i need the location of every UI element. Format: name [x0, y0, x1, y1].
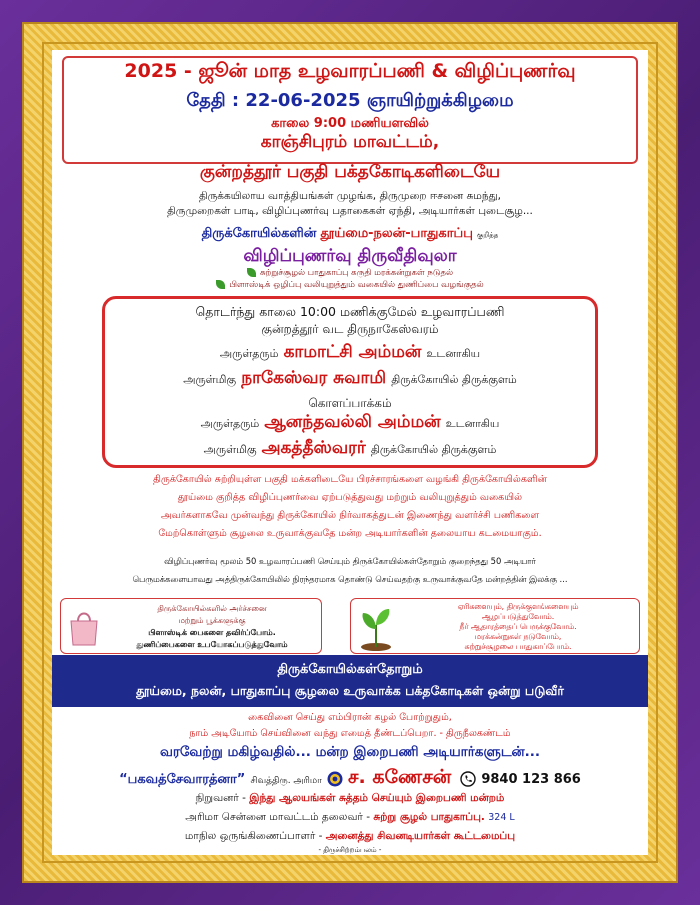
- temple-row-1: அருள்தரும் காமாட்சி அம்மன் உடனாகிய: [219, 342, 481, 362]
- organizer-title: “பகவத்சேவாரத்னா”: [119, 772, 246, 787]
- goal-paragraph-line-1: விழிப்புணர்வு மூலம் 50 உழவாரப்பணி செய்யும் திருக்கோயில்கள்தோறும் குறைந்தது 50 அடியார்: [164, 556, 536, 566]
- district-name: காஞ்சிபுரம் மாவட்டம்,: [260, 132, 440, 152]
- role-row-3: மாநில ஒருங்கிணைப்பாளர் - அனைத்து சிவனடியார்கள் கூட்டமைப்பு: [184, 830, 516, 842]
- plastic-ban-line-2: மற்றும் பூக்களுக்கு: [178, 616, 246, 625]
- poster: [52, 50, 648, 855]
- poster-title: 2025 - ஜூன் மாத உழவாரப்பணி & விழிப்புணர்வு: [124, 60, 576, 82]
- service-line-2: குன்றத்தூர் வட திருநாகேஸ்வரம்: [261, 322, 439, 336]
- banner-line-1: திருக்கோயில்கள்தோறும்: [277, 662, 423, 677]
- mission-paragraph-line-4: மேற்கொள்ளும் சூழலை உருவாக்குவதே மன்ற அடியார்களின் தலையாய கடமையாகும்.: [158, 528, 542, 539]
- procession-theme: தூய்மை-நலன்-பாதுகாப்பு: [320, 226, 473, 241]
- temple-row-2: அருள்மிகு நாகேஸ்வர சுவாமி திருக்கோயில் திருக்குளம்: [183, 368, 517, 388]
- footer-benediction: - திருச்சிற்றம்பலம் -: [318, 846, 382, 854]
- environment-line-3: நீர் ஆதாரத்தைப் பெருக்குவோம்.: [459, 622, 577, 631]
- deity-name-3: ஆனந்தவல்லி அம்மன்: [264, 412, 441, 432]
- temple-row-3: அருள்தரும் ஆனந்தவல்லி அம்மன் உடனாகிய: [200, 412, 500, 432]
- description-line-2: திருமுறைகள் பாடி, விழிப்புணர்வு பதாகைகள் ஏந்தி, அடியார்கள் புடைசூழ...: [167, 205, 533, 217]
- welcome-line: வரவேற்று மகிழ்வதில்... மன்ற இறைபணி அடியார்களுடன்...: [159, 744, 541, 760]
- mission-paragraph-line-1: திருக்கோயில் சுற்றியுள்ள பகுதி மக்களிடையே பிரச்சாரங்களை வழங்கி திருக்கோயில்களின்: [153, 474, 547, 485]
- environment-line-4: மரக்கன்றுகள் நடுவோம்,: [474, 632, 562, 641]
- event-date: தேதி : 22-06-2025 ஞாயிற்றுக்கிழமை: [186, 90, 514, 111]
- plastic-ban-box: [60, 598, 322, 654]
- procession-bullet-2: பிளாஸ்டிக் ஒழிப்பு வலியுறுத்தும் வகையில் துணிப்பை வழங்குதல்: [52, 280, 648, 291]
- organizer-prefix: சிவத்திரு. அரிமா: [250, 776, 322, 786]
- verse-line-1: கைவினை செய்து எம்பிரான் கழல் போற்றுதும்,: [248, 712, 452, 723]
- procession-bullet-1: சுற்றுச்சூழல் பாதுகாப்பு கருதி மரக்கன்றுகள் நடுதல்: [52, 268, 648, 279]
- leaf-bullet-icon: [216, 280, 225, 289]
- organizer-phone: 9840 123 866: [481, 772, 581, 787]
- environment-line-5: சுற்றுச்சூழலை பாதுகாப்போம்.: [464, 642, 572, 651]
- deity-name-2: நாகேஸ்வர சுவாமி: [241, 368, 387, 388]
- banner-line-2: தூய்மை, நலன், பாதுகாப்பு சூழலை உருவாக்க பக்தகோடிகள் ஒன்று படுவீர்: [136, 683, 564, 698]
- organizer-line: [52, 766, 648, 791]
- environment-box: [350, 598, 640, 654]
- temple-row-4: அருள்மிகு அகத்தீஸ்வரர் திருக்கோயில் திருக்குளம்: [203, 438, 497, 458]
- event-time: காலை 9:00 மணியளவில்: [271, 116, 429, 131]
- sapling-icon: [357, 603, 395, 651]
- environment-line-1: ஏரிகளையும், திருக்குளங்களையும்: [457, 602, 579, 611]
- description-line-1: திருக்கயிலாய வாத்தியங்கள் முழங்க, திருமுறை ஈசனை சுமந்து,: [198, 190, 502, 202]
- phone-icon: [460, 771, 476, 787]
- plastic-ban-line-1: திருக்கோயில்களில் அர்ச்சனை: [157, 604, 267, 613]
- environment-line-2: ஆழப்படுத்துவோம்.: [481, 612, 555, 621]
- procession-regarding: குறித்த: [477, 231, 499, 239]
- organizer-name: ச. கணேசன்: [348, 766, 452, 788]
- goal-paragraph-line-2: பெருமக்களையாவது அத்திருக்கோயிலில் நிரந்தரமாக தொண்டு செய்வதற்கு உருவாக்குவதே மன்றத்தின் இலக்கு ...: [132, 574, 568, 584]
- deity-name-4: அகத்தீஸ்வரர்: [261, 438, 366, 458]
- cloth-bag-icon: [67, 607, 101, 647]
- verse-line-2: நாம் அடியோம் செய்வினை வந்து எமைத் தீண்டப்பெறா. - திருநீலகண்டம்: [189, 728, 511, 739]
- role-row-1: நிறுவனர் - இந்து ஆலயங்கள் சுத்தம் செய்யும் இறைபணி மன்றம்: [195, 792, 505, 804]
- mission-paragraph-line-2: தூய்மை குறித்த விழிப்புணர்வை ஏற்படுத்துவது மற்றும் வலியுறுத்தும் வகையில்: [177, 492, 523, 503]
- deity-name-1: காமாட்சி அம்மன்: [283, 342, 422, 362]
- unity-banner: [52, 655, 648, 707]
- leaf-bullet-icon: [247, 268, 256, 277]
- procession-title: விழிப்புணர்வு திருவீதிவுலா: [243, 246, 457, 266]
- service-line-1: தொடர்ந்து காலை 10:00 மணிக்குமேல் உழவாரப்பணி: [195, 304, 505, 319]
- plastic-ban-line-3: பிளாஸ்டிக் பைகளை தவிர்ப்போம்.: [148, 628, 276, 637]
- lions-club-logo-icon: [327, 771, 343, 787]
- service-line-3: கொளப்பாக்கம்: [308, 396, 392, 410]
- plastic-ban-line-4: துணிப்பைகளை உபயோகப்படுத்துவோம்: [136, 640, 288, 649]
- procession-theme-line: [52, 226, 648, 242]
- procession-lead: திருக்கோயில்களின்: [201, 226, 317, 241]
- role-row-2: அரிமா சென்னை மாவட்டம் தலைவர் - சுற்று சூழல் பாதுகாப்பு. 324 L: [185, 811, 515, 823]
- mission-paragraph-line-3: அவர்களாகவே முன்வந்து திருக்கோயில் நிர்வாகத்துடன் இணைந்து வளர்ச்சி பணிகளை: [160, 510, 540, 521]
- area-heading: குன்றத்தூர் பகுதி பக்தகோடிகளிடையே: [199, 162, 501, 182]
